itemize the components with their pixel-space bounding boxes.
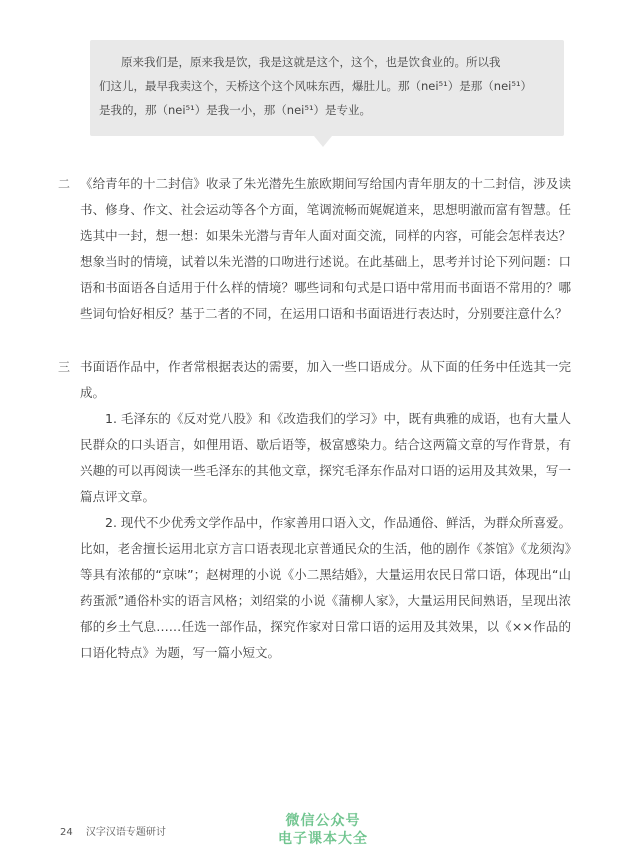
page-number: 24 [60, 827, 73, 838]
watermark-line: 微信公众号 [285, 813, 361, 829]
quote-line: 们这儿，最早我卖这个，天桥这个这个风味东西，爆肚儿。那（nei⁵¹）是那（nei⁵¹） [99, 79, 533, 93]
quote-line: 原来我们是，原来我是饮，我是这就是这个，这个，也是饮食业的。所以我 [121, 55, 501, 69]
dialogue-quote-text [99, 50, 557, 122]
book-title: 汉字汉语专题研讨 [85, 827, 166, 838]
watermark-line: 电子课本大全 [278, 831, 368, 847]
task-item-2: 2. 现代不少优秀文学作品中，作家善用口语入文，作品通俗、鲜活，为群众所喜爱。比如，老舍擅长运用北京方言口语表现北京普通民众的生活，他的剧作《茶馆》《龙须沟》等具有浓郁的“京味”；赵树理的小说《小二黑结婚》，大量运用农民日常口语，体现出“山药蛋派”通俗朴实的语言风格；刘绍棠的小说《蒲柳人家》，大量运用民间熟语，呈现出浓郁的乡土气息……任选一部作品，探究作家对日常口语的运用及其效果，以《××作品的口语化特点》为题，写一篇小短文。 [80, 515, 571, 660]
task-item-1: 1. 毛泽东的《反对党八股》和《改造我们的学习》中，既有典雅的成语，也有大量人民群众的口头语言，如俚用语、歇后语等，极富感染力。结合这两篇文章的写作背景，有兴趣的可以再阅读一些毛泽东的其他文章，探究毛泽东作品对口语的运用及其效果，写一篇点评文章。 [80, 411, 571, 504]
section-intro: 书面语作品中，作者常根据表达的需要，加入一些口语成分。从下面的任务中任选其一完成。 [80, 359, 571, 400]
exercise-section-3 [58, 354, 571, 666]
watermark [258, 812, 388, 848]
section-text: 《给青年的十二封信》收录了朱光潜先生旅欧期间写给国内青年朋友的十二封信，涉及读书、修身、作文、社会运动等各个方面，笔调流畅而娓娓道来，思想明澈而富有智慧。任选其中一封，想一想：如果朱光潜与青年人面对面交流，同样的内容，可能会怎样表达？想象当时的情境，试着以朱光潜的口吻进行述说。在此基础上，思考并讨论下列问题：口语和书面语各自适用于什么样的情境？哪些词和句式是口语中常用而书面语不常用的？哪些词句恰好相反？基于二者的不同，在运用口语和书面语进行表达时，分别要注意什么？ [80, 176, 571, 321]
quote-line: 是我的，那（nei⁵¹）是我一小，那（nei⁵¹）是专业。 [99, 103, 372, 117]
page-footer [60, 823, 166, 838]
section-number: 二 [58, 177, 71, 191]
speech-bubble-pointer [314, 136, 332, 147]
section-number: 三 [58, 360, 71, 374]
exercise-section-2 [58, 171, 571, 327]
